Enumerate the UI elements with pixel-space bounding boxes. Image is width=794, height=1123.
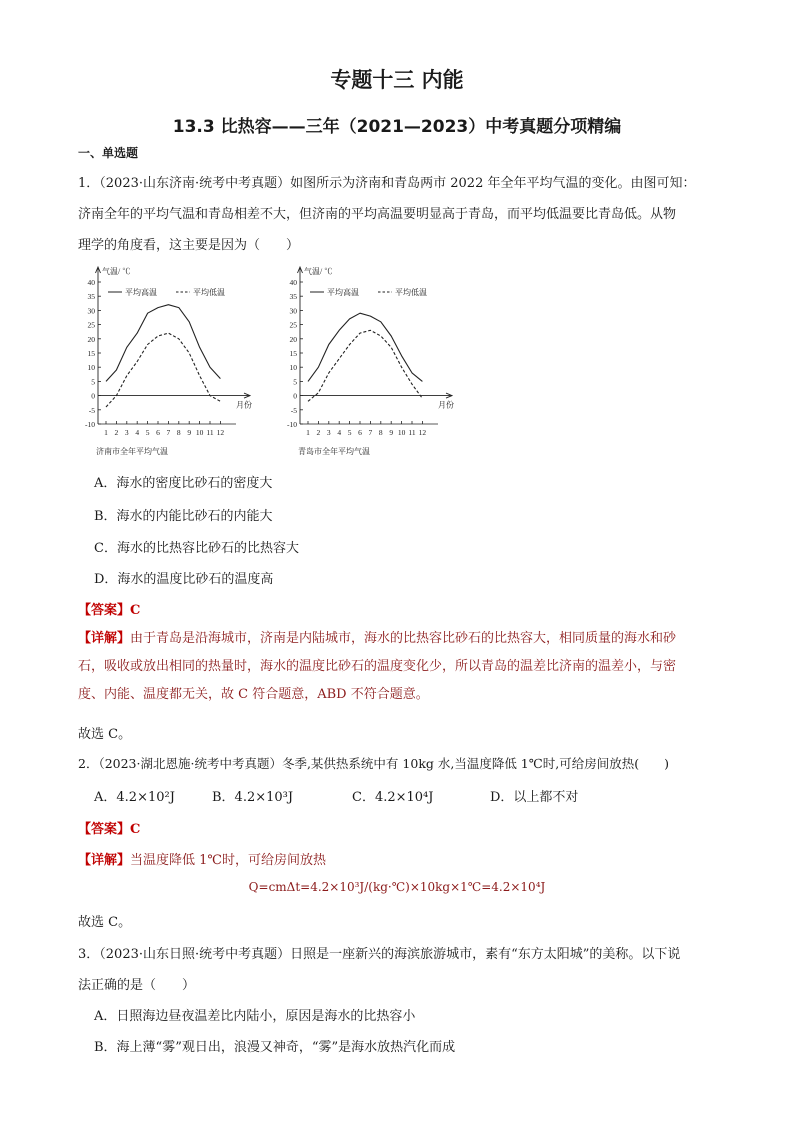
q2-option-d[interactable]: D．以上都不对 <box>490 790 579 805</box>
y-tick-label: 10 <box>289 363 297 373</box>
y-tick-label: 40 <box>289 278 297 287</box>
x-tick-label: 4 <box>135 428 140 437</box>
x-tick-label: 11 <box>408 428 416 437</box>
section-heading: 一、单选题 <box>78 146 139 160</box>
q1-option-d[interactable]: D．海水的温度比砂石的温度高 <box>94 572 274 587</box>
x-tick-label: 8 <box>378 428 383 437</box>
y-tick-label: 5 <box>91 377 95 387</box>
chart-caption: 青岛市全年平均气温 <box>298 447 370 456</box>
q1-option-c[interactable]: C．海水的比热容比砂石的比热容大 <box>94 541 299 556</box>
y-tick-label: -10 <box>85 420 95 429</box>
legend-entry: 平均高温 <box>125 288 157 297</box>
q2-option-c[interactable]: C．4.2×10⁴J <box>352 790 434 805</box>
q1-detail <box>78 625 718 709</box>
y-tick-label: 25 <box>289 320 297 330</box>
q1-detail-label: 【详解】 <box>78 631 131 646</box>
y-axis-label: 气温/ ℃ <box>304 267 333 276</box>
x-tick-label: 3 <box>124 428 129 437</box>
x-tick-label: 1 <box>306 428 310 437</box>
q3-stem-line-1: 3．（2023·山东日照·统考中考真题）日照是一座新兴的海滨旅游城市，素有“东方太阳城”的美称。以下说 <box>78 947 681 962</box>
q3-option-b[interactable]: B．海上薄“雾”观日出，浪漫又神奇，“雾”是海水放热汽化而成 <box>94 1040 456 1055</box>
x-tick-label: 5 <box>145 428 150 437</box>
q2-detail-label: 【详解】 <box>78 853 131 868</box>
q3-option-a[interactable]: A．日照海边昼夜温差比内陆小，原因是海水的比热容小 <box>94 1009 416 1024</box>
legend-entry: 平均低温 <box>193 288 225 297</box>
page-title: 专题十三 内能 <box>330 68 464 92</box>
x-tick-label: 7 <box>166 428 171 437</box>
x-tick-label: 9 <box>389 428 394 437</box>
q1-stem-line-2: 济南全年的平均气温和青岛相差不大，但济南的平均高温要明显高于青岛，而平均低温要比青岛低。从物 <box>78 207 677 222</box>
y-tick-label: 35 <box>289 292 297 302</box>
chart-caption: 济南市全年平均气温 <box>96 447 168 456</box>
q1-stem-line-3: 理学的角度看，这主要是因为（ ） <box>78 238 300 253</box>
q2-stem: 2．（2023·湖北恩施·统考中考真题）冬季,某供热系统中有 10kg 水,当温度降低 1℃时,可给房间放热( ) <box>78 756 669 771</box>
y-tick-label: -5 <box>88 405 95 415</box>
x-tick-label: 3 <box>326 428 331 437</box>
x-axis-label: 月份 <box>438 400 454 410</box>
y-tick-label: 15 <box>87 349 95 358</box>
y-tick-label: 25 <box>87 320 95 330</box>
legend-entry: 平均低温 <box>395 288 427 297</box>
x-tick-label: 8 <box>176 428 181 437</box>
q1-answer: 【答案】C <box>78 603 141 618</box>
y-tick-label: 40 <box>87 278 95 287</box>
y-axis-label: 气温/ ℃ <box>102 267 131 276</box>
x-tick-label: 9 <box>187 428 192 437</box>
y-tick-label: 20 <box>289 334 297 344</box>
x-tick-label: 6 <box>156 428 160 437</box>
q2-option-b[interactable]: B．4.2×10³J <box>212 790 294 805</box>
x-tick-label: 10 <box>195 428 204 437</box>
y-tick-label: 30 <box>87 306 95 316</box>
q1-detail-line-1: 由于青岛是沿海城市，济南是内陆城市，海水的比热容比砂石的比热容大，相同质量的海水和砂 <box>130 631 677 646</box>
q1-option-b[interactable]: B．海水的内能比砂石的内能大 <box>94 509 273 524</box>
y-tick-label: 15 <box>289 349 297 358</box>
q2-option-a[interactable]: A．4.2×10²J <box>94 790 175 805</box>
x-tick-label: 12 <box>216 428 225 437</box>
x-tick-label: 6 <box>358 428 362 437</box>
x-tick-label: 4 <box>337 428 342 437</box>
x-tick-label: 11 <box>206 428 214 437</box>
chart-jinan <box>66 260 266 460</box>
x-tick-label: 7 <box>368 428 373 437</box>
y-tick-label: 5 <box>293 377 297 387</box>
q1-detail-line-3: 度、内能、温度都无关，故 C 符合题意，ABD 不符合题意。 <box>78 687 429 702</box>
x-axis-label: 月份 <box>236 400 252 410</box>
q2-formula: Q=cmΔt=4.2×10³J/(kg·℃)×10kg×1℃=4.2×10⁴J <box>248 880 546 894</box>
q1-stem-line-1: 1．（2023·山东济南·统考中考真题）如图所示为济南和青岛两市 2022 年全年平均气温的变化。由图可知： <box>78 176 696 191</box>
y-tick-label: -10 <box>287 420 297 429</box>
q1-detail-line-2: 石，吸收或放出相同的热量时，海水的温度比砂石的温度变化少，所以青岛的温差比济南的温差小，与密 <box>78 659 677 674</box>
series-line-high <box>106 305 220 382</box>
x-tick-label: 2 <box>316 428 321 437</box>
y-tick-label: 35 <box>87 292 95 302</box>
y-tick-label: 20 <box>87 334 95 344</box>
y-tick-label: 0 <box>91 391 95 401</box>
q2-answer: 【答案】C <box>78 822 141 837</box>
y-tick-label: -5 <box>290 405 297 415</box>
x-tick-label: 12 <box>418 428 427 437</box>
q2-detail-text: 当温度降低 1℃时，可给房间放热 <box>130 853 326 868</box>
series-line-low <box>308 330 422 401</box>
x-tick-label: 2 <box>114 428 119 437</box>
series-line-high <box>308 313 422 381</box>
q3-stem-line-2: 法正确的是（ ） <box>78 978 196 993</box>
q2-detail <box>78 849 326 868</box>
q1-conclusion: 故选 C。 <box>78 727 132 742</box>
y-tick-label: 0 <box>293 391 297 401</box>
q2-conclusion: 故选 C。 <box>78 915 132 930</box>
x-tick-label: 1 <box>104 428 108 437</box>
legend-entry: 平均高温 <box>327 288 359 297</box>
q1-option-a[interactable]: A．海水的密度比砂石的密度大 <box>94 476 273 491</box>
x-tick-label: 10 <box>397 428 406 437</box>
page-subtitle: 13.3 比热容——三年（2021—2023）中考真题分项精编 <box>172 117 622 137</box>
x-tick-label: 5 <box>347 428 352 437</box>
chart-qingdao <box>268 260 468 460</box>
y-tick-label: 10 <box>87 363 95 373</box>
y-tick-label: 30 <box>289 306 297 316</box>
